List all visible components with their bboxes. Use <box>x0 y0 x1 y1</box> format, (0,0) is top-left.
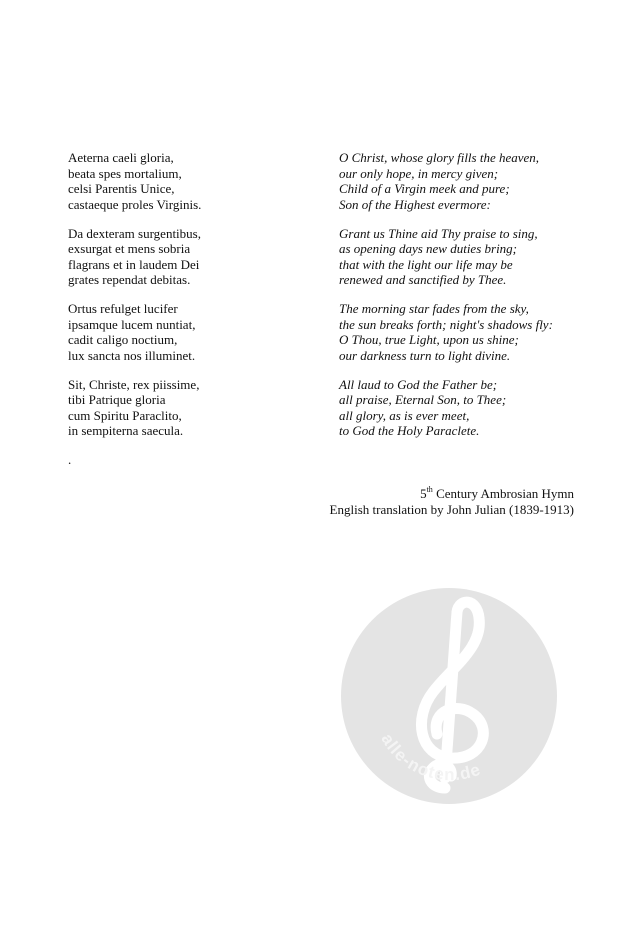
english-line: Son of the Highest evermore: <box>339 196 491 212</box>
english-line: that with the light our life may be <box>339 256 513 272</box>
attribution-translation: English translation by John Julian (1839-1913) <box>329 501 574 517</box>
latin-stanza-1 <box>68 150 201 212</box>
latin-line: Da dexteram surgentibus, <box>68 225 201 241</box>
attribution <box>330 486 574 517</box>
english-line: All laud to God the Father be; <box>339 376 498 392</box>
english-line: our darkness turn to light divine. <box>339 347 511 363</box>
latin-line: in sempiterna saecula. <box>68 423 184 438</box>
latin-line: Sit, Christe, rex piissime, <box>68 376 200 392</box>
latin-line: beata spes mortalium, <box>68 165 182 181</box>
latin-line: celsi Parentis Unice, <box>68 181 175 196</box>
latin-stanza-4 <box>68 377 201 439</box>
english-line: our only hope, in mercy given; <box>339 165 499 181</box>
english-line: Grant us Thine aid Thy praise to sing, <box>339 225 538 241</box>
latin-line: flagrans et in laudem Dei <box>68 256 200 272</box>
century-rest: Century Ambrosian Hymn <box>432 486 574 501</box>
latin-line: Ortus refulget lucifer <box>68 301 178 316</box>
english-stanza-4 <box>339 377 553 439</box>
english-line: all glory, as is ever meet, <box>339 407 470 423</box>
english-line: to God the Holy Paraclete. <box>339 423 480 438</box>
english-line: O Christ, whose glory fills the heaven, <box>339 150 540 165</box>
latin-line: tibi Patrique gloria <box>68 392 166 407</box>
latin-line: ipsamque lucem nuntiat, <box>68 316 196 332</box>
latin-line: cum Spiritu Paraclito, <box>68 407 182 423</box>
english-line: The morning star fades from the sky, <box>339 301 529 316</box>
latin-stanza-2 <box>68 226 201 288</box>
century-number: 5 <box>420 486 427 501</box>
latin-line: cadit caligo noctium, <box>68 332 178 347</box>
english-line: O Thou, true Light, upon us shine; <box>339 332 519 347</box>
english-stanza-1 <box>339 150 553 212</box>
english-text-column <box>339 150 553 452</box>
latin-line: exsurgat et mens sobria <box>68 241 191 256</box>
century-suffix: th <box>426 485 433 494</box>
attribution-century <box>330 486 574 502</box>
treble-clef-icon <box>341 588 557 804</box>
stray-dot: . <box>68 452 72 467</box>
latin-line: grates rependat debitas. <box>68 272 191 287</box>
latin-stanza-3 <box>68 301 201 363</box>
english-line: the sun breaks forth; night's shadows fly: <box>339 316 553 332</box>
english-line: renewed and sanctified by Thee. <box>339 272 507 287</box>
latin-line: castaeque proles Virginis. <box>68 196 202 212</box>
english-line: all praise, Eternal Son, to Thee; <box>339 392 507 407</box>
latin-line: Aeterna caeli gloria, <box>68 150 174 165</box>
latin-line: lux sancta nos illuminet. <box>68 347 196 363</box>
english-stanza-2 <box>339 226 553 288</box>
latin-text-column <box>68 150 201 452</box>
watermark-text: alle-noten.de <box>377 730 484 785</box>
english-line: Child of a Virgin meek and pure; <box>339 181 510 196</box>
english-line: as opening days new duties bring; <box>339 241 518 256</box>
english-stanza-3 <box>339 301 553 363</box>
